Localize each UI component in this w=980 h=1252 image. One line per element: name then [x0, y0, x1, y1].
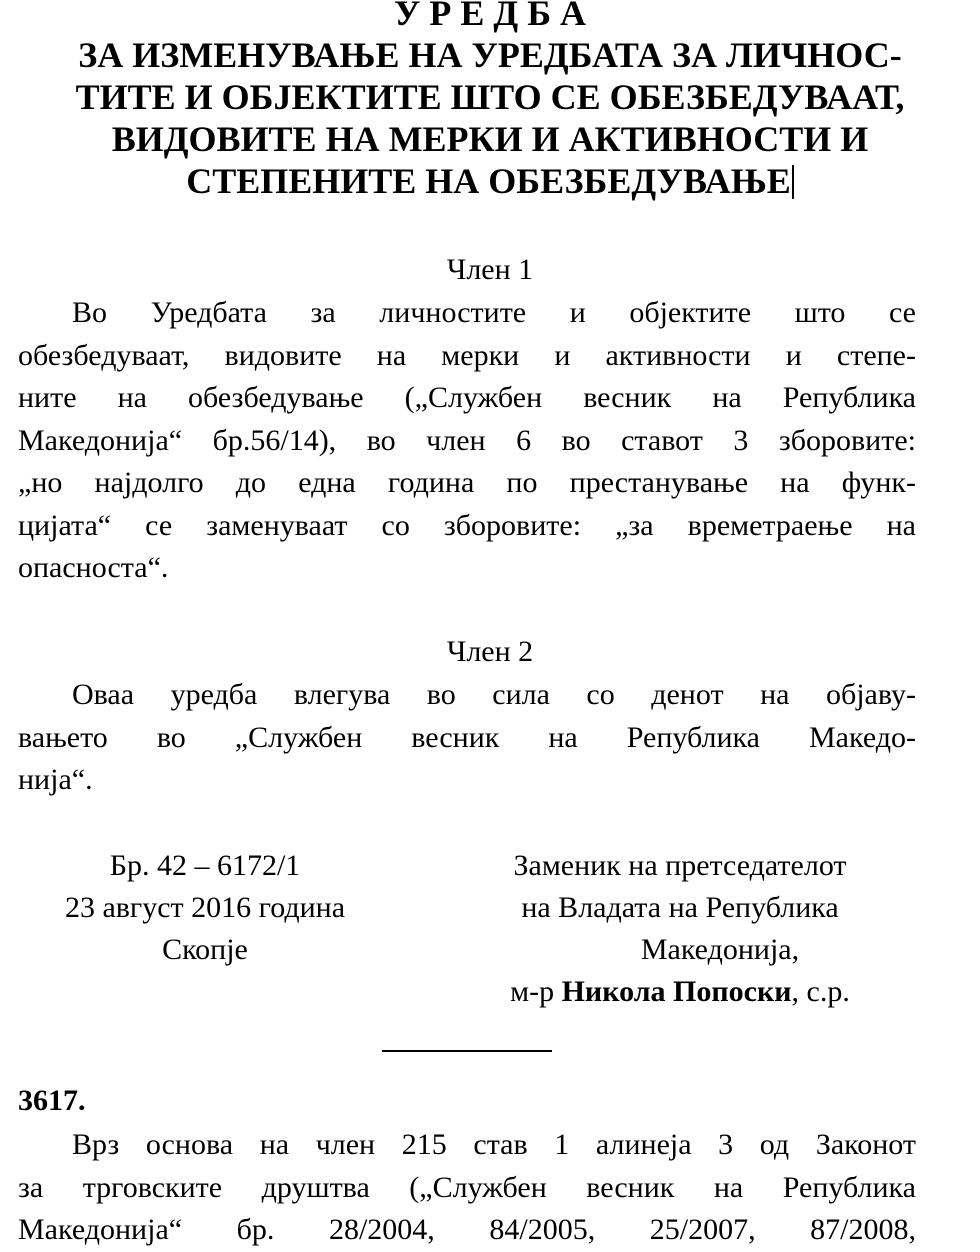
title-line-last	[0, 160, 980, 202]
signatory-block	[460, 845, 900, 1013]
paragraph-line: нија“.	[18, 763, 93, 796]
title-line: ВИДОВИТЕ НА МЕРКИ И АКТИВНОСТИ И	[111, 119, 869, 159]
title-line: У Р Е Д Б А	[394, 0, 586, 33]
title-line: ЗА ИЗМЕНУВАЊЕ НА УРЕДБАТА ЗА ЛИЧНОС-	[78, 35, 902, 75]
document-date: 23 август 2016 година	[64, 891, 346, 924]
paragraph-line: обезбедуваат, видовите на мерки и активности и степе-	[18, 338, 916, 372]
item-number: 3617.	[18, 1084, 86, 1117]
next-item-text	[18, 1124, 916, 1252]
paragraph-line: Оваа уредба влегува во сила со денот на објаву-	[72, 678, 916, 711]
paragraph-line: Врз основа на член 215 став 1 алинеја 3 од Законот	[72, 1128, 916, 1161]
paragraph-line: ните на обезбедување („Службен весник на Република	[18, 381, 916, 414]
paragraph-line: Македонија“ бр. 28/2004, 84/2005, 25/2007, 87/2008,	[18, 1213, 916, 1246]
signatory-name: Никола Попоски	[561, 975, 792, 1008]
document-number: Бр. 42 – 6172/1	[109, 849, 301, 882]
signatory-prefix: м-р	[510, 975, 562, 1008]
article-1-heading: Член 1	[446, 253, 534, 286]
signatory-title-line: Македонија,	[640, 933, 800, 966]
article-1-text	[18, 292, 916, 590]
title-line: ТИТЕ И ОБЈЕКТИТЕ ШТО СЕ ОБЕЗБЕДУВААТ,	[75, 77, 905, 117]
paragraph-line: за трговските друштва („Службен весник на Република	[18, 1170, 916, 1204]
signatory-title-line: Заменик на претседателот	[513, 849, 847, 882]
section-divider	[382, 1050, 552, 1052]
paragraph-line: Во Уредбата за личностите и објектите што се	[72, 296, 916, 329]
paragraph-line: Македонија“ бр.56/14), во член 6 во ставот 3 зборовите:	[18, 423, 916, 457]
document-reference-block	[0, 845, 410, 971]
signatory-suffix: , с.р.	[791, 975, 850, 1008]
article-2-text	[18, 674, 916, 802]
paragraph-line: „но најдолго до една година по престанување на функ-	[18, 466, 916, 499]
article-2-heading: Член 2	[446, 635, 534, 668]
signatory-title-line: на Владата на Република	[521, 891, 839, 924]
title-line: СТЕПЕНИТЕ НА ОБЕЗБЕДУВАЊЕ	[186, 161, 791, 201]
signatory-name-line	[460, 971, 900, 1013]
text-cursor	[792, 165, 794, 199]
paragraph-line: вањето во „Службен весник на Република Македо-	[18, 720, 916, 754]
decree-title	[0, 0, 980, 202]
document-city: Скопје	[162, 933, 248, 966]
paragraph-line: цијата“ се заменуваат со зборовите: „за времетраење на	[18, 508, 916, 542]
paragraph-line: опасноста“.	[18, 551, 169, 584]
